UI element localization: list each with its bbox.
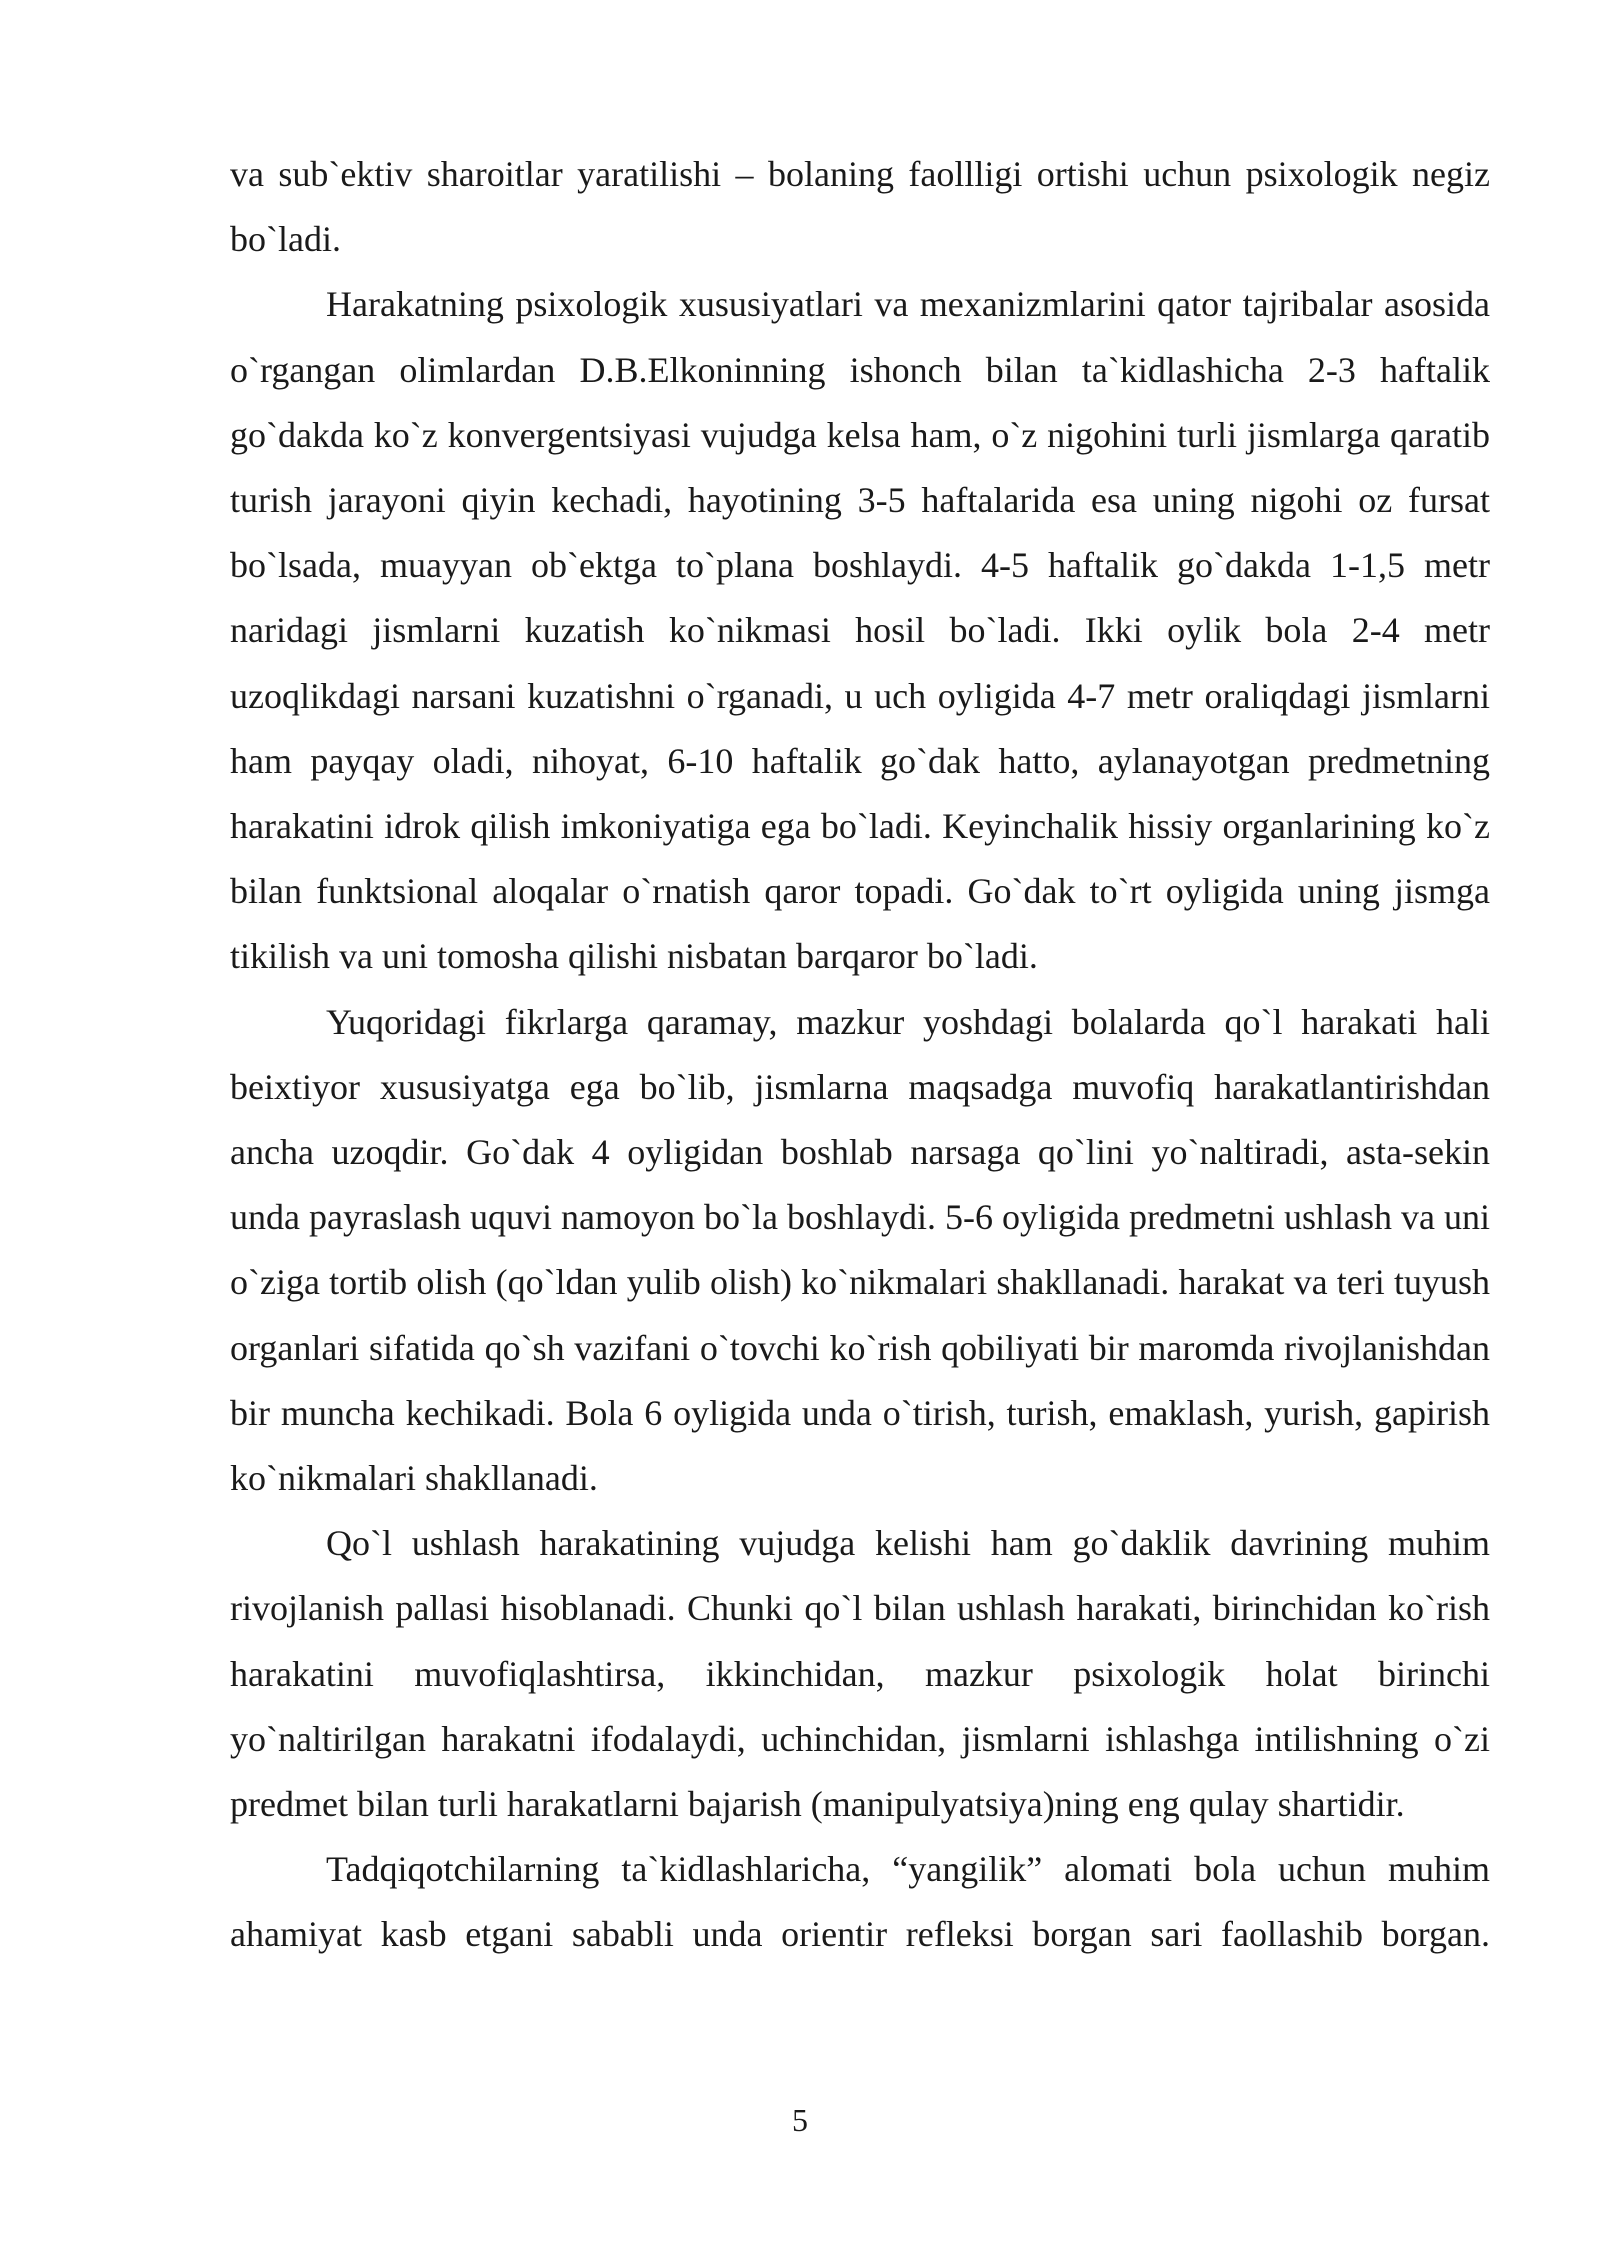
paragraph-continuation: va sub`ektiv sharoitlar yaratilishi – bolaning faollligi ortishi uchun psixologik negiz bo`ladi. xyxy=(230,154,1490,260)
paragraph-elkonin-vision: Harakatning psixologik xususiyatlari va mexanizmlarini qator tajribalar asosida o`rgangan olimlardan D.B.Elkoninning ishonch bilan ta`kidlashicha 2-3 haftalik go`dakda ko`z konvergentsiyasi vujudga kelsa ham, o`z nigohini turli jismlarga qaratib turish jarayoni qiyin kechadi, hayotining 3-5 haftalarida esa uning nigohi oz fursat bo`lsada, muayyan ob`ektga to`plana boshlaydi. 4-5 haftalik go`dakda 1-1,5 metr naridagi jismlarni kuzatish ko`nikmasi hosil bo`ladi. Ikki oylik bola 2-4 metr uzoqlikdagi narsani kuzatishni o`rganadi, u uch oyligida 4-7 metr oraliqdagi jismlarni ham payqay oladi, nihoyat, 6-10 haftalik go`dak hatto, aylanayotgan predmetning harakatini idrok qilish imkoniyatiga ega bo`ladi. Keyinchalik hissiy organlarining ko`z bilan funktsional aloqalar o`rnatish qaror topadi. Go`dak to`rt oyligida uning jismga tikilish va uni tomosha qilishi nisbatan barqaror bo`ladi. xyxy=(230,284,1490,977)
paragraph-novelty: Tadqiqotchilarning ta`kidlashlaricha, “yangilik” alomati bola uchun muhim ahamiyat kasb etgani sababli unda orientir refleksi borgan sari faollashib borgan. xyxy=(230,1849,1490,1955)
page-number: 5 xyxy=(792,2102,808,2138)
paragraph-hand-movement: Yuqoridagi fikrlarga qaramay, mazkur yoshdagi bolalarda qo`l harakati hali beixtiyor xususiyatga ega bo`lib, jismlarna maqsadga muvofiq harakatlantirishdan ancha uzoqdir. Go`dak 4 oyligidan boshlab narsaga qo`lini yo`naltiradi, asta-sekin unda payraslash uquvi namoyon bo`la boshlaydi. 5-6 oyligida predmetni ushlash va uni o`ziga tortib olish (qo`ldan yulib olish) ko`nikmalari shakllanadi. harakat va teri tuyush organlari sifatida qo`sh vazifani o`tovchi ko`rish qobiliyati bir maromda rivojlanishdan bir muncha kechikadi. Bola 6 oyligida unda o`tirish, turish, emaklash, yurish, gapirish ko`nikmalari shakllanadi. xyxy=(230,1001,1490,1499)
paragraph-grasping: Qo`l ushlash harakatining vujudga kelishi ham go`daklik davrining muhim rivojlanish pallasi hisoblanadi. Chunki qo`l bilan ushlash harakati, birinchidan ko`rish harakatini muvofiqlashtirsa, ikkinchidan, mazkur psixologik holat birinchi yo`naltirilgan harakatni ifodalaydi, uchinchidan, jismlarni ishlashga intilishning o`zi predmet bilan turli harakatlarni bajarish (manipulyatsiya)ning eng qulay shartidir. xyxy=(230,1523,1490,1825)
body-text xyxy=(230,142,1490,1968)
